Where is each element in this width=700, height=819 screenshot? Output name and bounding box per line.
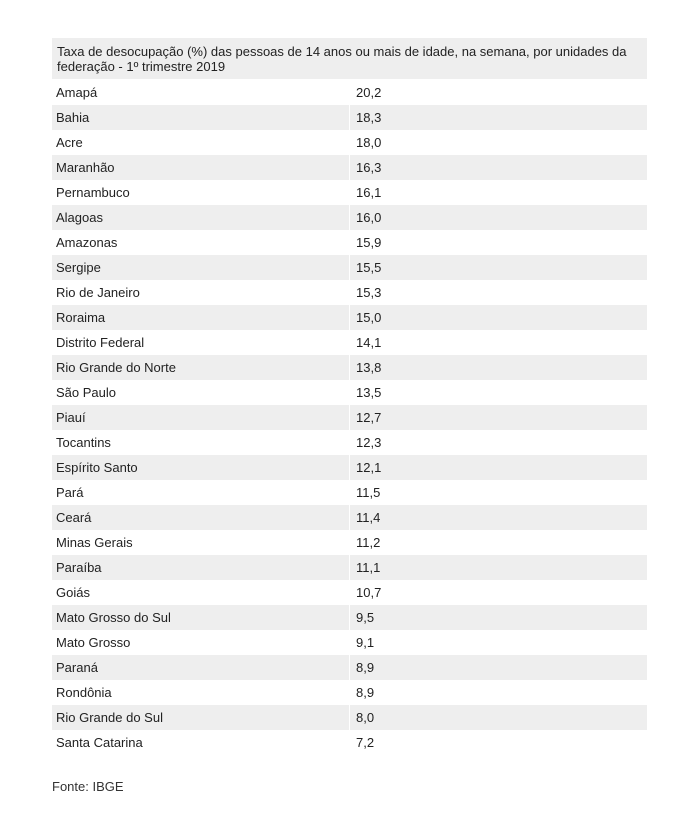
rate-value-cell: 15,0 [350, 305, 648, 330]
state-name-cell: Maranhão [52, 155, 350, 180]
table-row [52, 305, 647, 330]
table-row [52, 705, 647, 730]
rate-value-cell: 7,2 [350, 730, 648, 755]
source-note: Fonte: IBGE [52, 779, 124, 794]
state-name-cell: Rio de Janeiro [52, 280, 350, 305]
table-row [52, 555, 647, 580]
rate-value-cell: 14,1 [350, 330, 648, 355]
state-name-cell: Mato Grosso [52, 630, 350, 655]
rate-value-cell: 15,3 [350, 280, 648, 305]
state-name-cell: Minas Gerais [52, 530, 350, 555]
state-name-cell: Acre [52, 130, 350, 155]
table-row [52, 680, 647, 705]
table-row [52, 430, 647, 455]
table-row [52, 380, 647, 405]
table-row [52, 80, 647, 106]
rate-value-cell: 9,1 [350, 630, 648, 655]
table-header-row [52, 38, 647, 80]
table-row [52, 255, 647, 280]
rate-value-cell: 15,9 [350, 230, 648, 255]
rate-value-cell: 12,1 [350, 455, 648, 480]
table-row [52, 355, 647, 380]
table-row [52, 105, 647, 130]
table-row [52, 630, 647, 655]
state-name-cell: São Paulo [52, 380, 350, 405]
rate-value-cell: 20,2 [350, 80, 648, 106]
state-name-cell: Goiás [52, 580, 350, 605]
state-name-cell: Paraíba [52, 555, 350, 580]
state-name-cell: Tocantins [52, 430, 350, 455]
state-name-cell: Paraná [52, 655, 350, 680]
rate-value-cell: 11,2 [350, 530, 648, 555]
table-body [52, 80, 647, 756]
rate-value-cell: 8,0 [350, 705, 648, 730]
rate-value-cell: 11,1 [350, 555, 648, 580]
table-title: Taxa de desocupação (%) das pessoas de 14 anos ou mais de idade, na semana, por unidades da federação - 1º trimestre 2019 [52, 38, 647, 80]
table-row [52, 480, 647, 505]
table-row [52, 130, 647, 155]
state-name-cell: Pernambuco [52, 180, 350, 205]
table-row [52, 530, 647, 555]
state-name-cell: Rondônia [52, 680, 350, 705]
rate-value-cell: 10,7 [350, 580, 648, 605]
rate-value-cell: 13,5 [350, 380, 648, 405]
table-row [52, 280, 647, 305]
state-name-cell: Amapá [52, 80, 350, 106]
table-row [52, 205, 647, 230]
rate-value-cell: 9,5 [350, 605, 648, 630]
rate-value-cell: 18,0 [350, 130, 648, 155]
table-row [52, 730, 647, 755]
table-row [52, 405, 647, 430]
state-name-cell: Distrito Federal [52, 330, 350, 355]
rate-value-cell: 11,4 [350, 505, 648, 530]
state-name-cell: Bahia [52, 105, 350, 130]
table-row [52, 180, 647, 205]
state-name-cell: Pará [52, 480, 350, 505]
table-row [52, 655, 647, 680]
rate-value-cell: 18,3 [350, 105, 648, 130]
table-row [52, 505, 647, 530]
table-row [52, 230, 647, 255]
rate-value-cell: 16,0 [350, 205, 648, 230]
rate-value-cell: 8,9 [350, 655, 648, 680]
state-name-cell: Mato Grosso do Sul [52, 605, 350, 630]
rate-value-cell: 12,3 [350, 430, 648, 455]
table-container [52, 38, 647, 755]
state-name-cell: Amazonas [52, 230, 350, 255]
state-name-cell: Ceará [52, 505, 350, 530]
rate-value-cell: 11,5 [350, 480, 648, 505]
state-name-cell: Santa Catarina [52, 730, 350, 755]
table-row [52, 155, 647, 180]
table-row [52, 455, 647, 480]
rate-value-cell: 16,3 [350, 155, 648, 180]
state-name-cell: Espírito Santo [52, 455, 350, 480]
rate-value-cell: 8,9 [350, 680, 648, 705]
rate-value-cell: 13,8 [350, 355, 648, 380]
rate-value-cell: 15,5 [350, 255, 648, 280]
state-name-cell: Alagoas [52, 205, 350, 230]
table-row [52, 605, 647, 630]
rate-value-cell: 16,1 [350, 180, 648, 205]
state-name-cell: Rio Grande do Norte [52, 355, 350, 380]
state-name-cell: Rio Grande do Sul [52, 705, 350, 730]
rate-value-cell: 12,7 [350, 405, 648, 430]
table-row [52, 330, 647, 355]
unemployment-table [52, 38, 647, 755]
state-name-cell: Roraima [52, 305, 350, 330]
state-name-cell: Sergipe [52, 255, 350, 280]
state-name-cell: Piauí [52, 405, 350, 430]
table-row [52, 580, 647, 605]
